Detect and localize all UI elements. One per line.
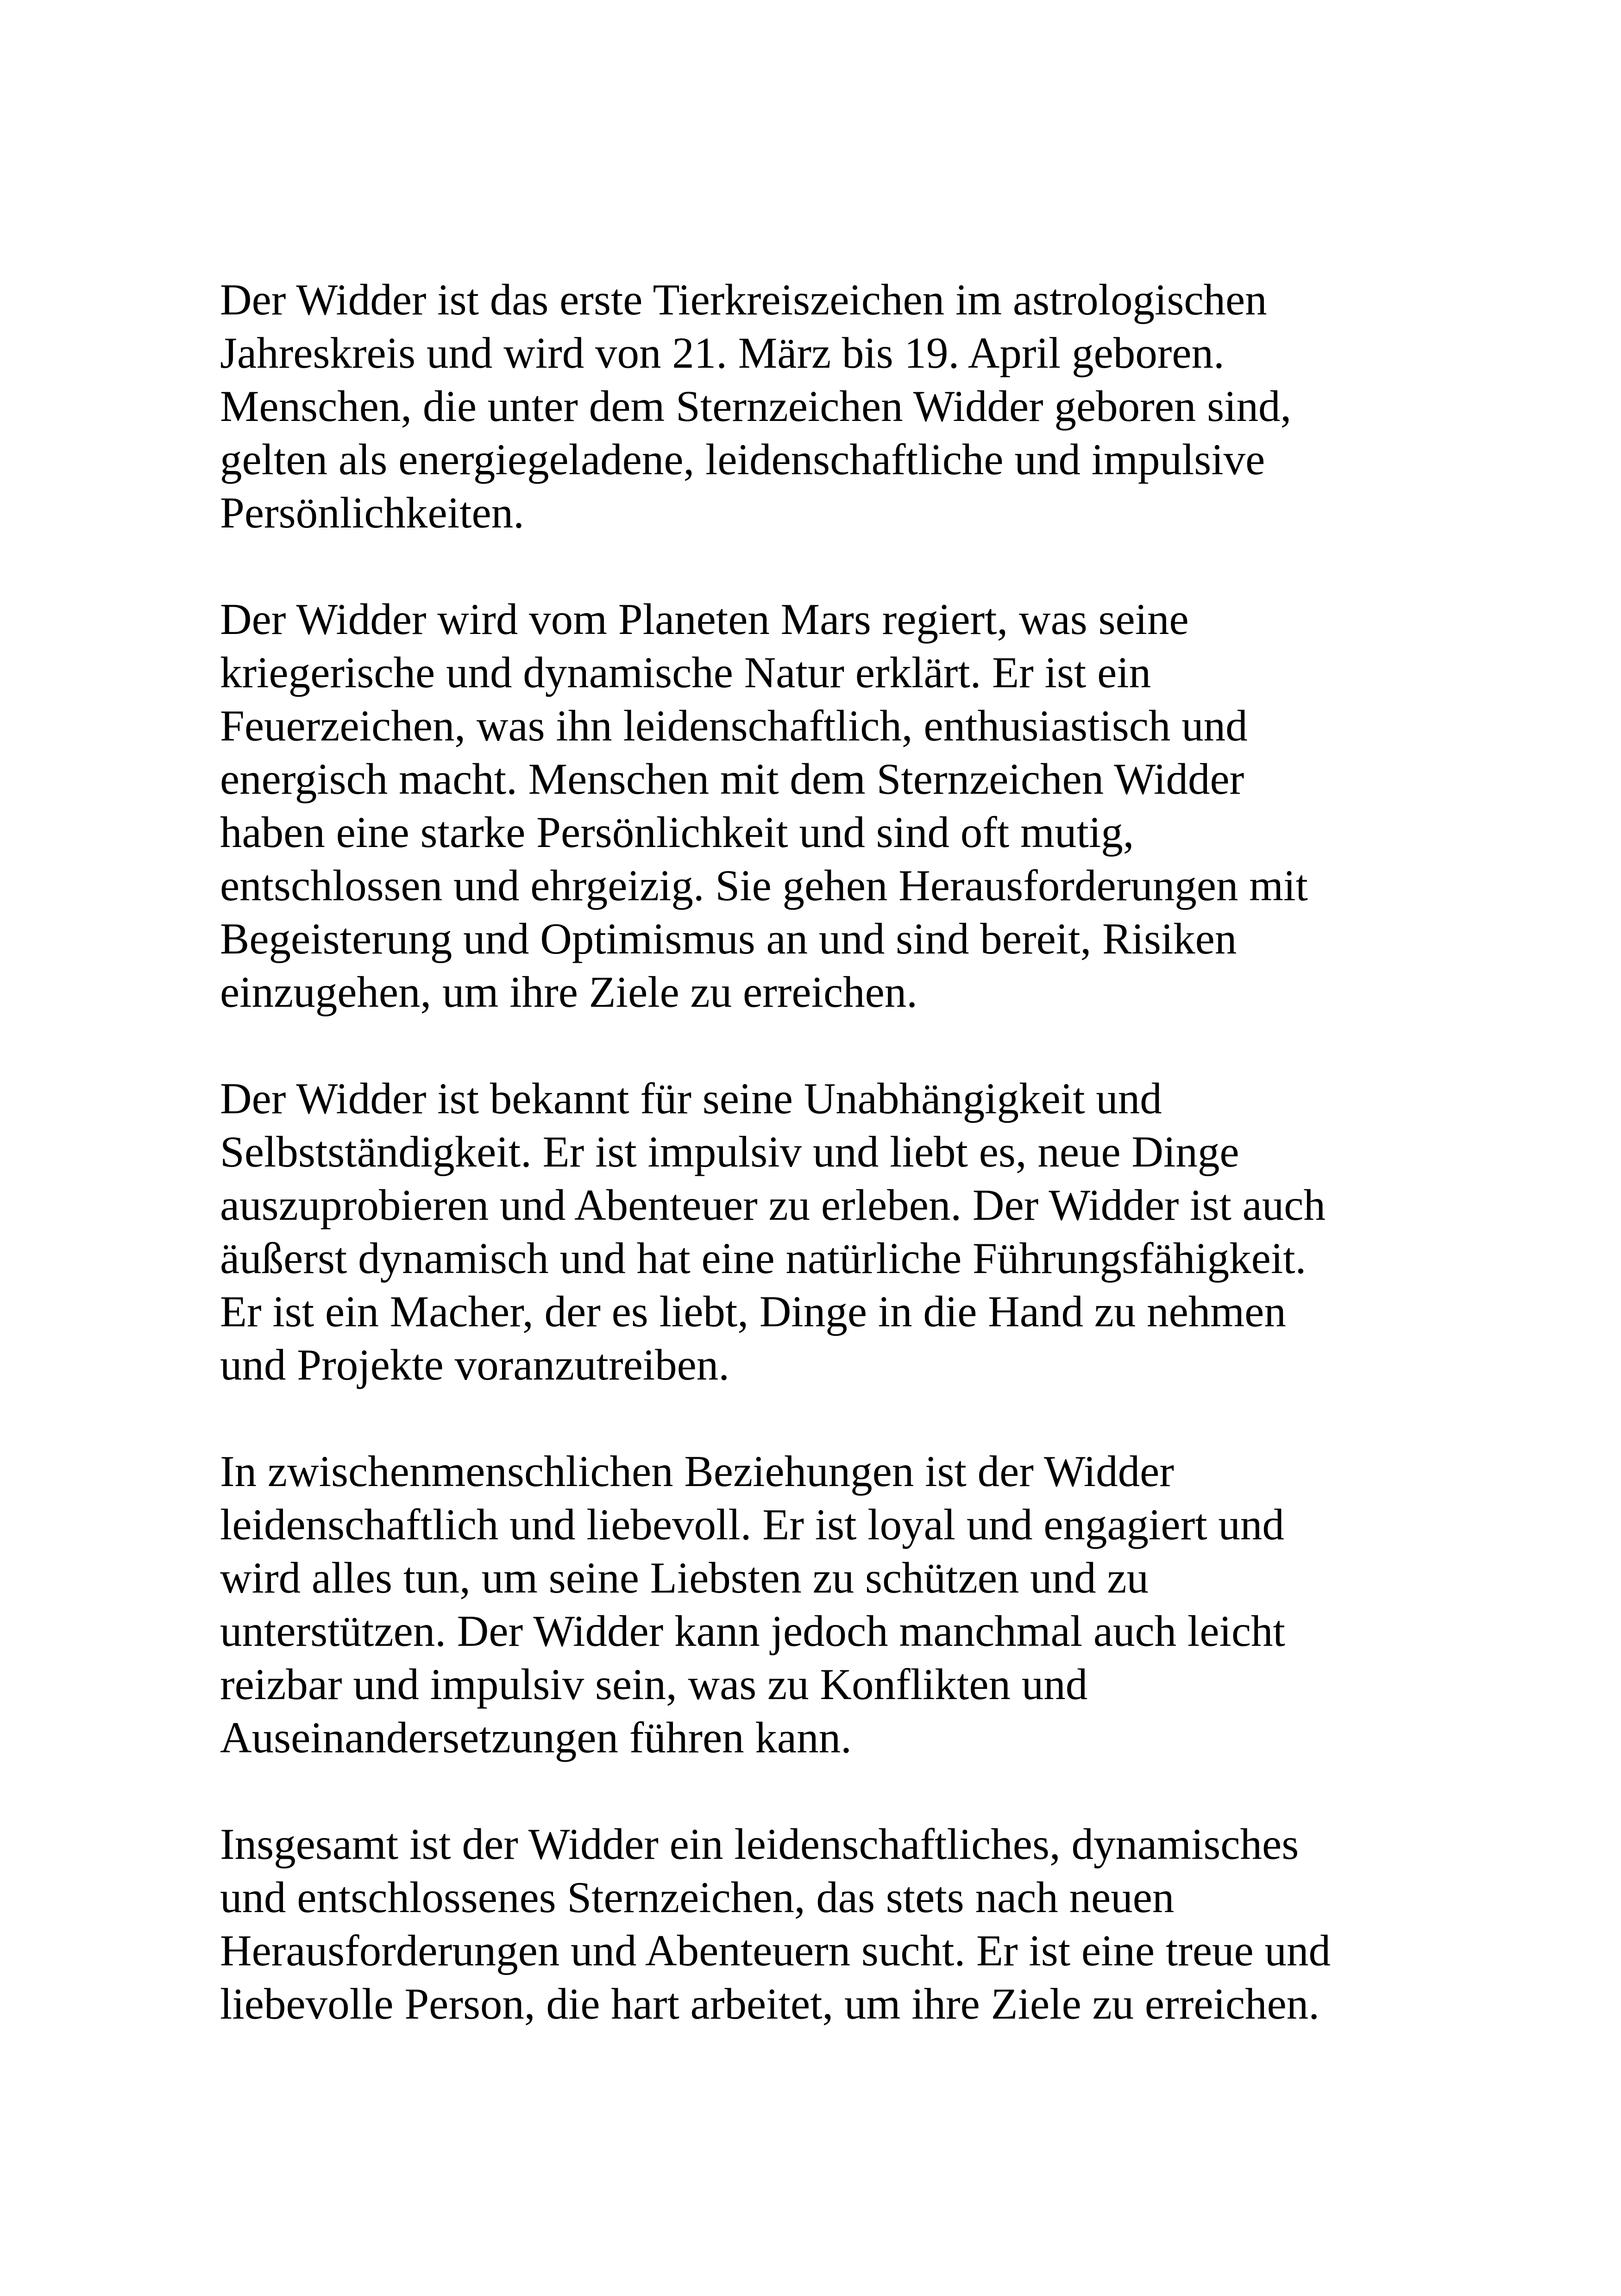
text-line: einzugehen, um ihre Ziele zu erreichen. <box>220 967 918 1016</box>
text-line: Jahreskreis und wird von 21. März bis 19. April geboren. <box>220 328 1225 377</box>
document-body <box>220 273 1470 2084</box>
text-line: Er ist ein Macher, der es liebt, Dinge in die Hand zu nehmen <box>220 1287 1286 1336</box>
paragraph-3 <box>220 1072 1470 1392</box>
text-line: wird alles tun, um seine Liebsten zu schützen und zu <box>220 1553 1149 1602</box>
paragraph-4 <box>220 1445 1470 1764</box>
text-line: kriegerische und dynamische Natur erklärt. Er ist ein <box>220 648 1151 697</box>
text-line: Insgesamt ist der Widder ein leidenschaftliches, dynamisches <box>220 1819 1299 1869</box>
text-line: äußerst dynamisch und hat eine natürliche Führungsfähigkeit. <box>220 1234 1307 1283</box>
text-line: und Projekte voranzutreiben. <box>220 1340 730 1389</box>
text-line: gelten als energiegeladene, leidenschaftliche und impulsive <box>220 435 1265 484</box>
text-line: Persönlichkeiten. <box>220 488 524 537</box>
text-line: Menschen, die unter dem Sternzeichen Widder geboren sind, <box>220 382 1292 431</box>
text-line: haben eine starke Persönlichkeit und sind oft mutig, <box>220 808 1134 857</box>
text-line: auszuprobieren und Abenteuer zu erleben. Der Widder ist auch <box>220 1180 1326 1230</box>
paragraph-2 <box>220 593 1470 1019</box>
text-line: reizbar und impulsiv sein, was zu Konflikten und <box>220 1660 1088 1709</box>
text-line: liebevolle Person, die hart arbeitet, um ihre Ziele zu erreichen. <box>220 1979 1319 2028</box>
text-line: Begeisterung und Optimismus an und sind bereit, Risiken <box>220 914 1237 963</box>
text-line: leidenschaftlich und liebevoll. Er ist loyal und engagiert und <box>220 1500 1284 1549</box>
text-line: unterstützen. Der Widder kann jedoch manchmal auch leicht <box>220 1606 1285 1656</box>
text-line: entschlossen und ehrgeizig. Sie gehen Herausforderungen mit <box>220 861 1308 910</box>
text-line: Der Widder wird vom Planeten Mars regiert, was seine <box>220 595 1189 644</box>
paragraph-1 <box>220 273 1470 539</box>
text-line: Der Widder ist bekannt für seine Unabhängigkeit und <box>220 1074 1162 1123</box>
text-line: Auseinandersetzungen führen kann. <box>220 1713 852 1762</box>
text-line: Herausforderungen und Abenteuern sucht. Er ist eine treue und <box>220 1926 1331 1975</box>
text-line: Der Widder ist das erste Tierkreiszeichen im astrologischen <box>220 275 1267 324</box>
text-line: energisch macht. Menschen mit dem Sternzeichen Widder <box>220 754 1244 803</box>
text-line: Feuerzeichen, was ihn leidenschaftlich, enthusiastisch und <box>220 701 1248 750</box>
text-line: Selbstständigkeit. Er ist impulsiv und liebt es, neue Dinge <box>220 1127 1239 1176</box>
text-line: und entschlossenes Sternzeichen, das stets nach neuen <box>220 1873 1175 1922</box>
paragraph-5 <box>220 1818 1470 2031</box>
text-line: In zwischenmenschlichen Beziehungen ist der Widder <box>220 1447 1174 1496</box>
